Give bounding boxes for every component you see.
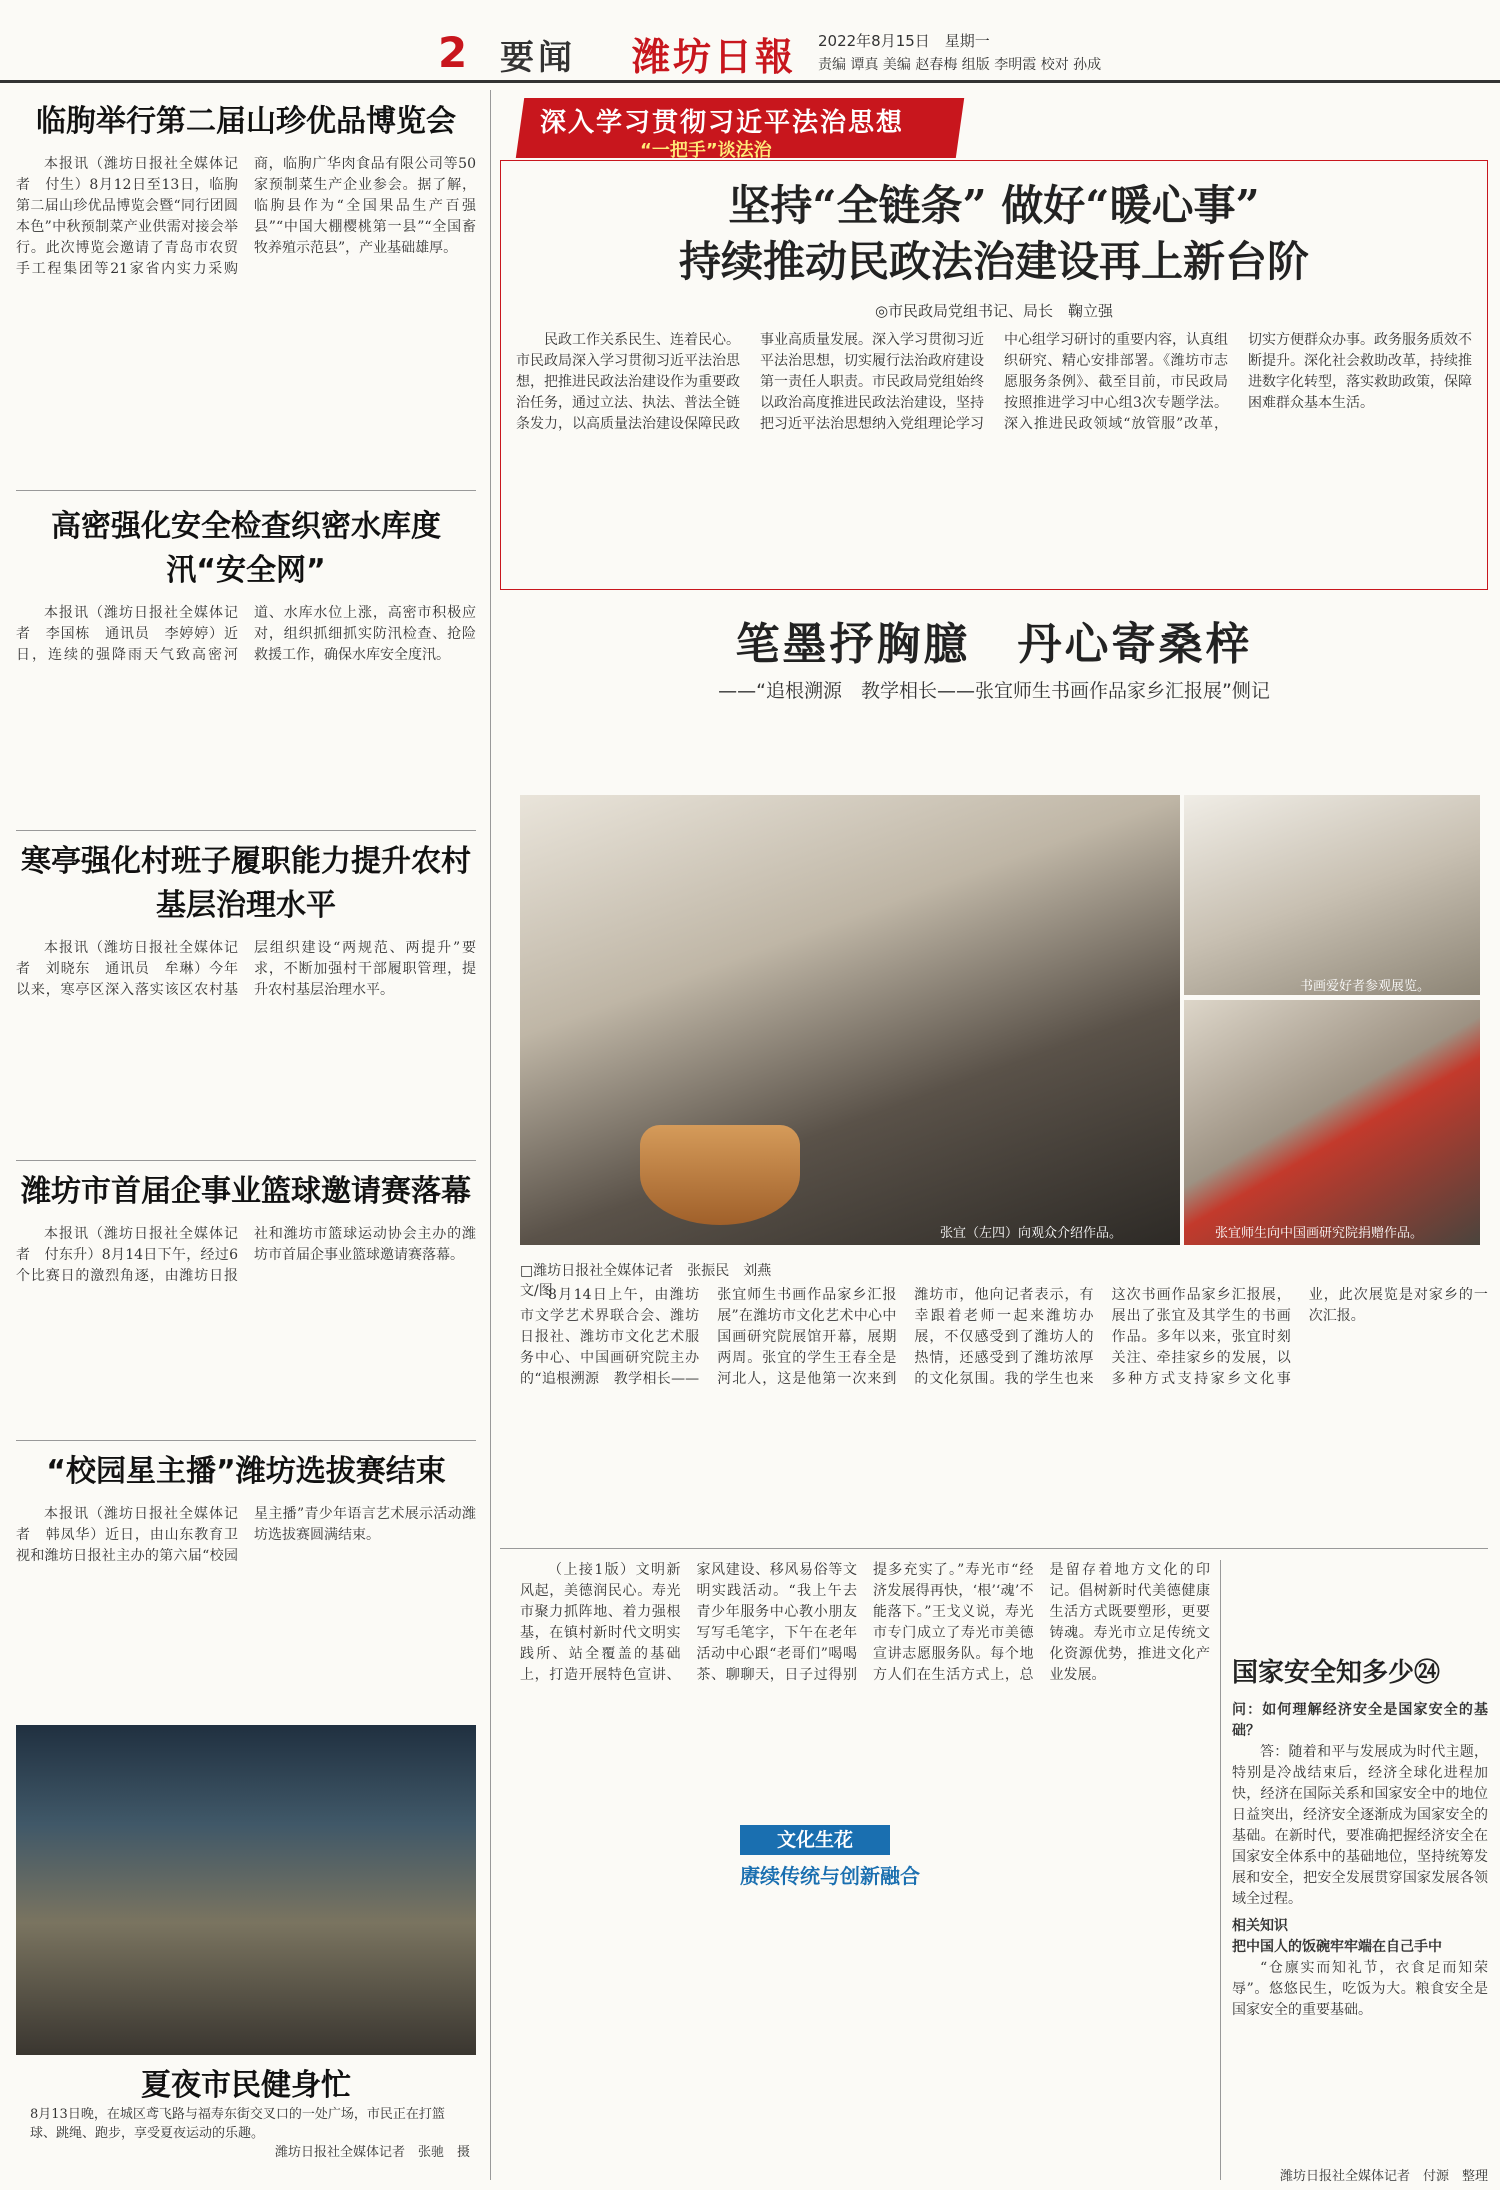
masthead [0, 0, 1500, 80]
feature-main-caption: 张宜（左四）向观众介绍作品。 [940, 1226, 1123, 1241]
security-note-body: “仓廪实而知礼节，衣食足而知荣辱”。悠悠民生，吃饭为大。粮食安全是国家安全的重要基础。 [1232, 1960, 1488, 2018]
story-title: “校园星主播”潍坊选拔赛结束 [46, 1454, 446, 1489]
story-title: 临朐举行第二届山珍优品博览会 [36, 104, 456, 139]
lead-title-line-1: 坚持“全链条” 做好“暖心事” [728, 181, 1260, 230]
column-divider [490, 90, 491, 2180]
story-title: 潍坊市首届企事业篮球邀请赛落幕 [21, 1174, 471, 1209]
page-number: 2 [438, 28, 468, 77]
story-body: 本报讯（潍坊日报社全媒体记者 付生）8月12日至13日，临朐第二届山珍优品博览会暨“同行团圆本色”中秋预制菜产业供需对接会举行。此次博览会邀请了青岛市农贸手工程集团等21家省内实力采购商，临朐广华肉食品有限公司等50家预制菜生产企业参会。据了解，临朐县作为“全国果品生产百强县”“中国大棚樱桃第一县”“全国畜牧养殖示范县”，产业基础雄厚。 [16, 156, 476, 277]
night-fitness-photo [16, 1725, 476, 2055]
story-basketball [16, 1170, 476, 1430]
story-hanting-village [16, 840, 476, 1140]
feature-main-photo [520, 795, 1180, 1245]
lead-article-author: ◎市民政局党组书记、局长 鞠立强 [874, 302, 1114, 320]
feature-r1-caption: 书画爱好者参观展览。 [1300, 979, 1431, 994]
feature-photo-donation [1184, 1000, 1480, 1245]
masthead-rule [0, 80, 1500, 83]
pottery-vase-shape [640, 1125, 800, 1225]
story-campus-host [16, 1450, 476, 1710]
story-body: 本报讯（潍坊日报社全媒体记者 付东升）8月14日下午，经过6个比赛日的激烈角逐，由潍坊日报社和潍坊市篮球运动协会主办的潍坊市首届企事业篮球邀请赛落幕。 [16, 1226, 476, 1284]
feature-photo-exhibition [1184, 795, 1480, 995]
paper-logo: 潍坊日報 [632, 34, 797, 79]
culture-subtitle: 赓续传统与创新融合 [740, 1864, 920, 1888]
feature-r2-caption: 张宜师生向中国画研究院捐赠作品。 [1215, 1226, 1424, 1241]
issue-date: 2022年8月15日 星期一 [818, 32, 990, 50]
caption-text: 8月13日晚，在城区鸢飞路与福寿东街交叉口的一处广场，市民正在打篮球、跳绳、跑步，享受夏夜运动的乐趣。 [30, 2107, 445, 2141]
divider [16, 1160, 476, 1161]
editorial-staff: 责编 谭真 美编 赵春梅 组版 李明霞 校对 孙成 [818, 57, 1102, 73]
security-note-label: 相关知识 [1232, 1918, 1288, 1934]
story-gaomi-reservoir [16, 505, 476, 805]
security-body [1232, 1700, 1488, 2021]
story-title: 寒亭强化村班子履职能力提升农村基层治理水平 [21, 844, 471, 923]
story-title: 高密强化安全检查织密水库度汛“安全网” [51, 509, 441, 588]
story-body: 本报讯（潍坊日报社全媒体记者 刘晓东 通讯员 牟琳）今年以来，寒亭区深入落实该区农村基层组织建设“两规范、两提升”要求，不断加强村干部履职管理，提升农村基层治理水平。 [16, 940, 476, 998]
story-linqu-expo [16, 100, 476, 480]
column-divider [1220, 1560, 1221, 2180]
culture-article-body: （上接1版）文明新风起，美德润民心。寿光市聚力抓阵地、着力强根基，在镇村新时代文明实践所、站全覆盖的基础上，打造开展特色宣讲、家风建设、移风易俗等文明实践活动。“我上午去青少年服务中心教小朋友写写毛笔字，下午在老年活动中心跟“老哥们”喝喝茶、聊聊天，日子过得别提多充实了。”寿光市“经济发展得再快，‘根’‘魂’不能落下。”王戈义说，寿光市专门成立了寿光市美德宣讲志愿服务队。每个地方人们在生活方式上，总是留存着地方文化的印记。倡树新时代美德健康生活方式既要塑形，更要铸魂。寿光市立足传统文化资源优势，推进文化产业发展。 [520, 1562, 1210, 1683]
night-fitness-title: 夏夜市民健身忙 [141, 2068, 351, 2103]
security-note-title: 把中国人的饭碗牢牢端在自己手中 [1232, 1939, 1442, 1955]
lead-banner-sub: “一把手”谈法治 [640, 140, 772, 161]
divider [16, 490, 476, 491]
security-question: 问：如何理解经济安全是国家安全的基础？ [1232, 1702, 1488, 1739]
feature-body: 8月14日上午，由潍坊市文学艺术界联合会、潍坊日报社、潍坊市文化艺术服务中心、中国画研究院主办的“追根溯源 教学相长——张宜师生书画作品家乡汇报展”在潍坊市文化艺术中心中国画研究院展馆开幕，展期两周。张宜的学生王春全是河北人，这是他第一次来到潍坊市，他向记者表示，有幸跟着老师一起来潍坊办展，不仅感受到了潍坊人的热情，还感受到了潍坊浓厚的文化氛围。我的学生也来这次书画作品家乡汇报展，展出了张宜及其学生的书画作品。多年以来，张宜时刻关注、牵挂家乡的发展，以多种方式支持家乡文化事业，此次展览是对家乡的一次汇报。 [520, 1287, 1488, 1387]
feature-subtitle: ——“追根溯源 教学相长——张宜师生书画作品家乡汇报展”侧记 [718, 680, 1270, 702]
feature-title: 笔墨抒胸臆 丹心寄桑梓 [735, 619, 1253, 670]
lead-article-title [500, 178, 1488, 290]
night-fitness-caption [30, 2105, 470, 2162]
lead-article-body: 民政工作关系民生、连着民心。市民政局深入学习贯彻习近平法治思想，把推进民政法治建设作为重要政治任务，通过立法、执法、普法全链条发力，以高质量法治建设保障民政事业高质量发展。深入学习贯彻习近平法治思想，切实履行法治政府建设第一责任人职责。市民政局党组始终以政治高度推进民政法治建设，坚持把习近平法治思想纳入党组理论学习中心组学习研讨的重要内容，认真组织研究、精心安排部署。《潍坊市志愿服务条例》、截至目前，市民政局按照推进学习中心组3次专题学法。深入推进民政领域“放管服”改革，切实方便群众办事。政务服务质效不断提升。深化社会救助改革，持续推进数字化转型，落实救助政策，保障困难群众基本生活。 [516, 332, 1472, 432]
security-answer: 答：随着和平与发展成为时代主题，特别是冷战结束后，经济全球化进程加快，经济在国际关系和国家安全中的地位日益突出，经济安全逐渐成为国家安全的基础。在新时代，要准确把握经济安全在国家安全体系中的基础地位，坚持统筹发展和安全，把安全发展贯穿国家发展各领域全过程。 [1232, 1744, 1488, 1907]
photo-credit: 潍坊日报社全媒体记者 张驰 摄 [274, 2145, 470, 2160]
culture-tag: 文化生花 [740, 1825, 890, 1855]
story-body: 本报讯（潍坊日报社全媒体记者 李国栋 通讯员 李婷婷）近日，连续的强降雨天气致高密河道、水库水位上涨，高密市积极应对，组织抓细抓实防汛检查、抢险救援工作，确保水库安全度汛。 [16, 605, 476, 663]
lead-title-line-2: 持续推动民政法治建设再上新台阶 [678, 237, 1309, 286]
feature-byline: □潍坊日报社全媒体记者 张振民 刘燕 文/图 [520, 1263, 786, 1299]
divider [16, 1440, 476, 1441]
security-title: 国家安全知多少㉔ [1232, 1658, 1441, 1688]
divider [500, 1548, 1488, 1549]
section-name: 要闻 [500, 38, 576, 78]
security-signature: 潍坊日报社全媒体记者 付源 整理 [1279, 2169, 1488, 2184]
divider [16, 830, 476, 831]
story-body: 本报讯（潍坊日报社全媒体记者 韩凤华）近日，由山东教育卫视和潍坊日报社主办的第六届“校园星主播”青少年语言艺术展示活动潍坊选拔赛圆满结束。 [16, 1506, 476, 1564]
lead-banner-main: 深入学习贯彻习近平法治思想 [540, 108, 905, 138]
